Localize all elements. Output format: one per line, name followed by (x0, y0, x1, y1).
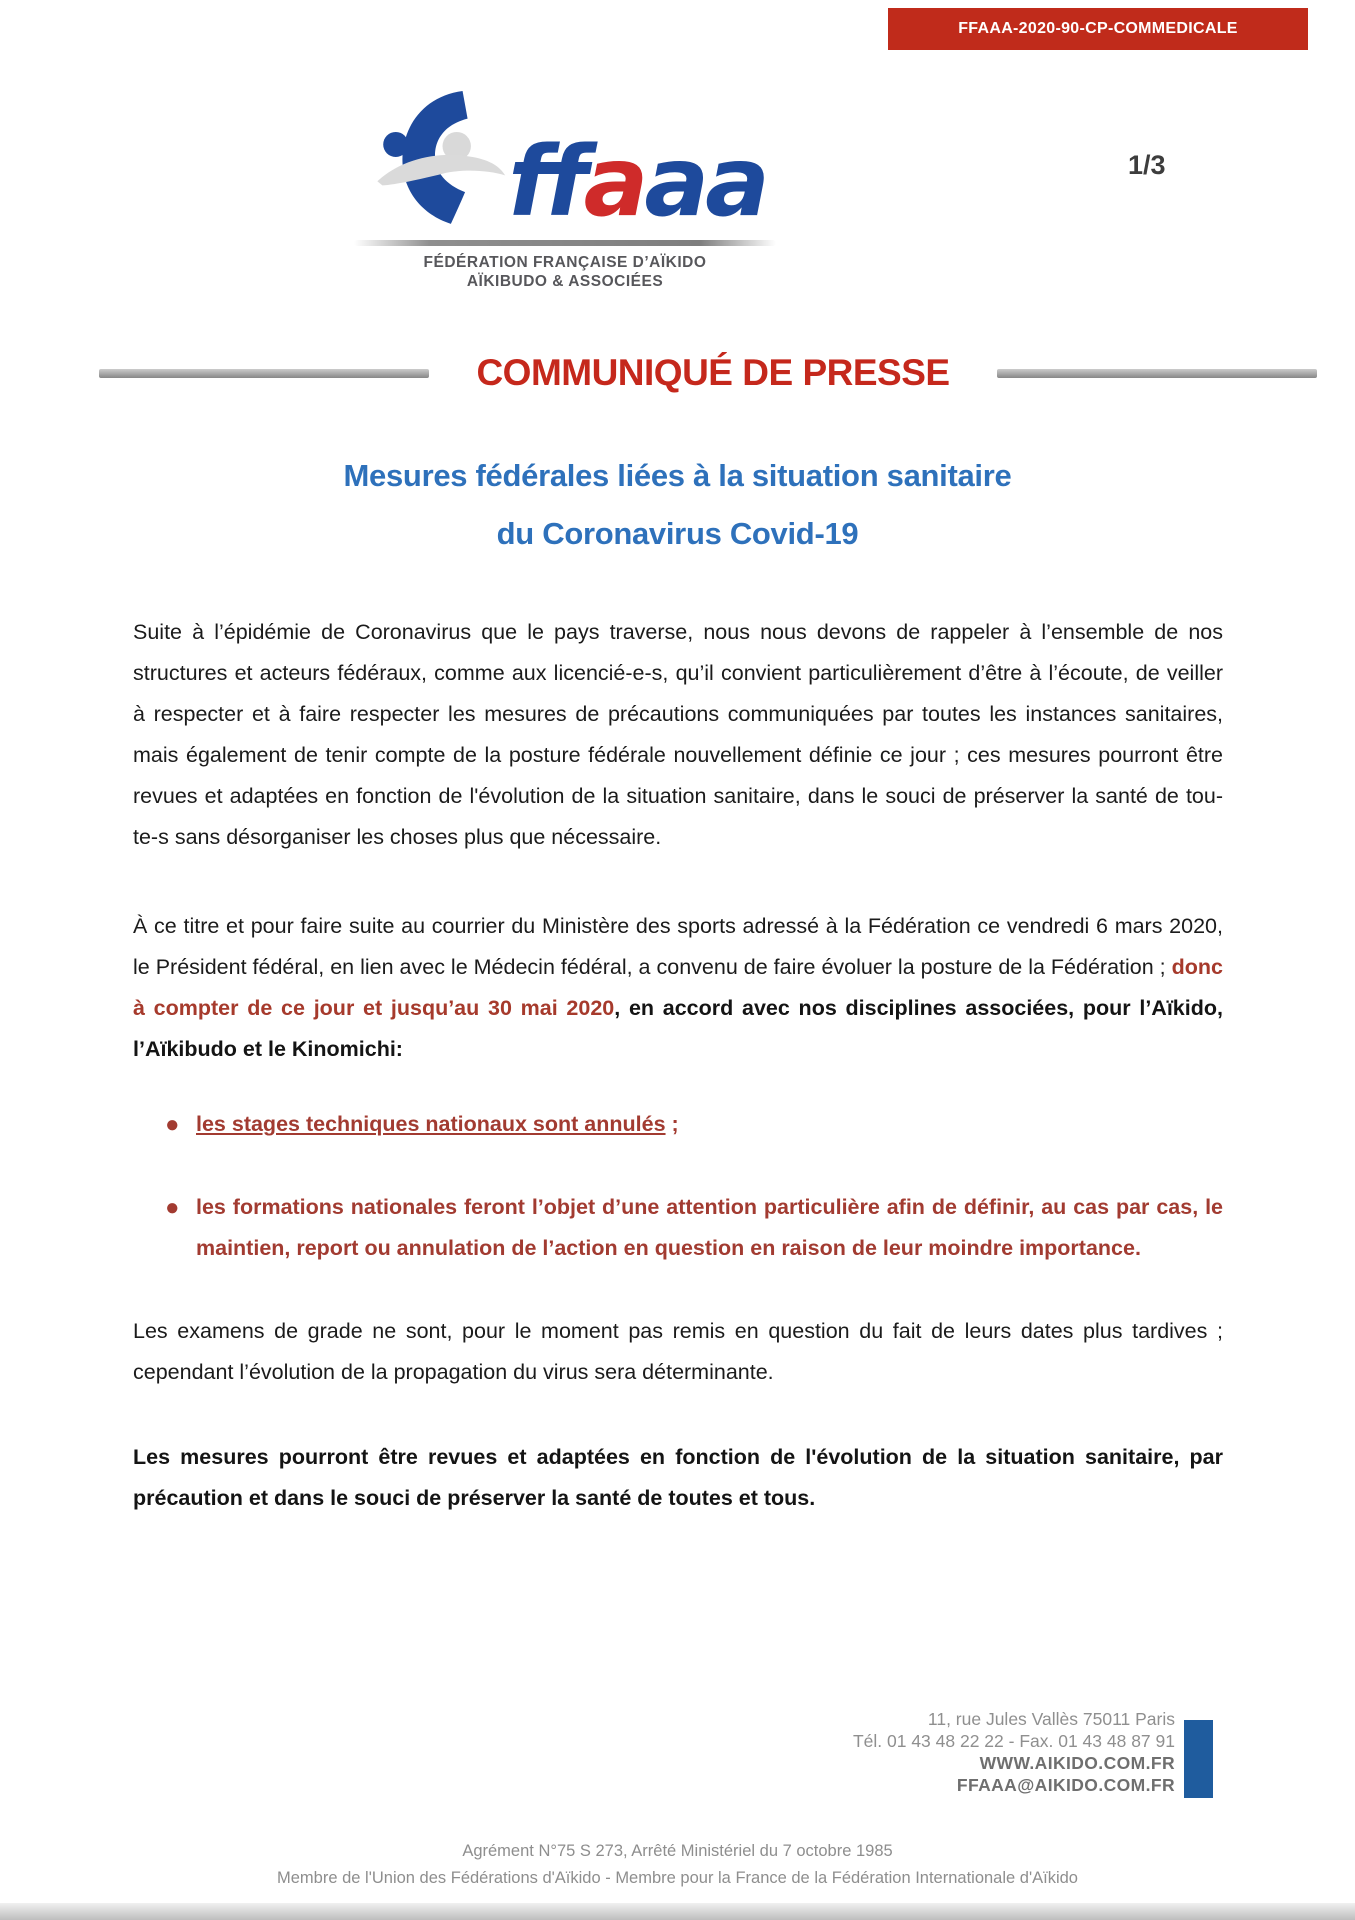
bullet-stages-annules (133, 1104, 1223, 1145)
logo-letter-a-red: a (583, 126, 645, 238)
ffaaa-logo (340, 84, 790, 236)
subtitle-line2: du Coronavirus Covid-19 (496, 516, 859, 551)
document-title: COMMUNIQUÉ DE PRESSE (476, 352, 950, 393)
paragraph-measures (133, 906, 1223, 1070)
footer-legal-block (0, 1838, 1355, 1892)
ffaaa-logo-block (340, 84, 790, 291)
footer-phone-fax: Tél. 01 43 48 22 22 - Fax. 01 43 48 87 91 (852, 1731, 1175, 1751)
document-body (133, 612, 1223, 1519)
footer-contact-text (853, 1708, 1175, 1798)
paragraph-conclusion: Les mesures pourront être revues et adaptées en fonction de l'évolution de la situation sanitaire, par précaution et dans le souci de préserver la santé de toutes et tous. (133, 1445, 1223, 1510)
ffaaa-logo-icon (364, 83, 506, 236)
paragraph-measures-normal: À ce titre et pour faire suite au courrier du Ministère des sports adressé à la Fédération ce vendredi 6 mars 2020, le Président fédéral, en lien avec le Médecin fédéral, a convenu de faire évoluer la posture de la Fédération ; (133, 914, 1223, 979)
bullet1-text: les stages techniques nationaux sont annulés (196, 1112, 666, 1136)
footer-contact-block (853, 1708, 1213, 1798)
footer-email: FFAAA@AIKIDO.COM.FR (956, 1775, 1175, 1795)
footer-membership: Membre de l'Union des Fédérations d'Aïkido - Membre pour la France de la Fédération Internationale d'Aïkido (277, 1869, 1078, 1887)
title-left-rule (99, 369, 429, 378)
bullet-formations-nationales (133, 1187, 1223, 1269)
press-release-title-row (0, 352, 1355, 394)
paragraph-measures-bold: , en accord avec nos disciplines associées, pour l’Aïkido, l’Aïkibudo et le Kinomichi: (133, 996, 1223, 1061)
bullet-marker-icon: ● (165, 1194, 180, 1221)
federation-name-line2: AÏKIBUDO & ASSOCIÉES (466, 273, 664, 290)
footer-website: WWW.AIKIDO.COM.FR (979, 1753, 1175, 1773)
paragraph-examens: Les examens de grade ne sont, pour le moment pas remis en question du fait de leurs dates plus tardives ; cependant l’évolution de la propagation du virus sera déterminante. (133, 1319, 1223, 1384)
document-reference-label: FFAAA-2020-90-CP-COMMEDICALE (958, 20, 1238, 37)
footer-address: 11, rue Jules Vallès 75011 Paris (927, 1709, 1175, 1729)
logo-letters-aa: aa (644, 126, 766, 238)
ffaaa-logo-letters (508, 126, 766, 238)
document-reference-badge (888, 8, 1308, 50)
measures-bullet-list (133, 1104, 1223, 1269)
bottom-gray-bar (0, 1903, 1355, 1920)
footer-agrement: Agrément N°75 S 273, Arrêté Ministériel du 7 octobre 1985 (462, 1842, 893, 1860)
bullet-marker-icon: ● (165, 1111, 180, 1138)
subtitle-line1: Mesures fédérales liées à la situation sanitaire (343, 458, 1012, 493)
paragraph-measures-red: donc à compter de ce jour et jusqu’au 30 mai 2020 (133, 955, 1223, 1020)
document-subtitle (0, 447, 1355, 563)
bullet1-suffix: ; (665, 1112, 679, 1136)
logo-letters-ff: ff (508, 126, 584, 238)
bullet2-text: les formations nationales feront l’objet d’une attention particulière afin de définir, au cas par cas, le maintien, report ou annulation de l’action en question en raison de leur moindre importance. (196, 1195, 1223, 1260)
title-right-rule (997, 369, 1317, 378)
federation-name-line1: FÉDÉRATION FRANÇAISE D’AÏKIDO (423, 254, 707, 271)
footer-blue-rectangle (1184, 1720, 1213, 1798)
page-number: 1/3 (1128, 150, 1166, 180)
logo-underline-rule (354, 240, 776, 246)
paragraph-intro: Suite à l’épidémie de Coronavirus que le pays traverse, nous nous devons de rappeler à l’ensemble de nos structures et acteurs fédéraux, comme aux licencié-e-s, qu’il convient particulièrement d’être à l’écoute, de veiller à respecter et à faire respecter les mesures de précautions communiquées par toutes les instances sanitaires, mais également de tenir compte de la posture fédérale nouvellement définie ce jour ; ces mesures pourront être revues et adaptées en fonction de l'évolution de la situation sanitaire, dans le souci de préserver la santé de tou-te-s sans désorganiser les choses plus que nécessaire. (133, 620, 1223, 849)
